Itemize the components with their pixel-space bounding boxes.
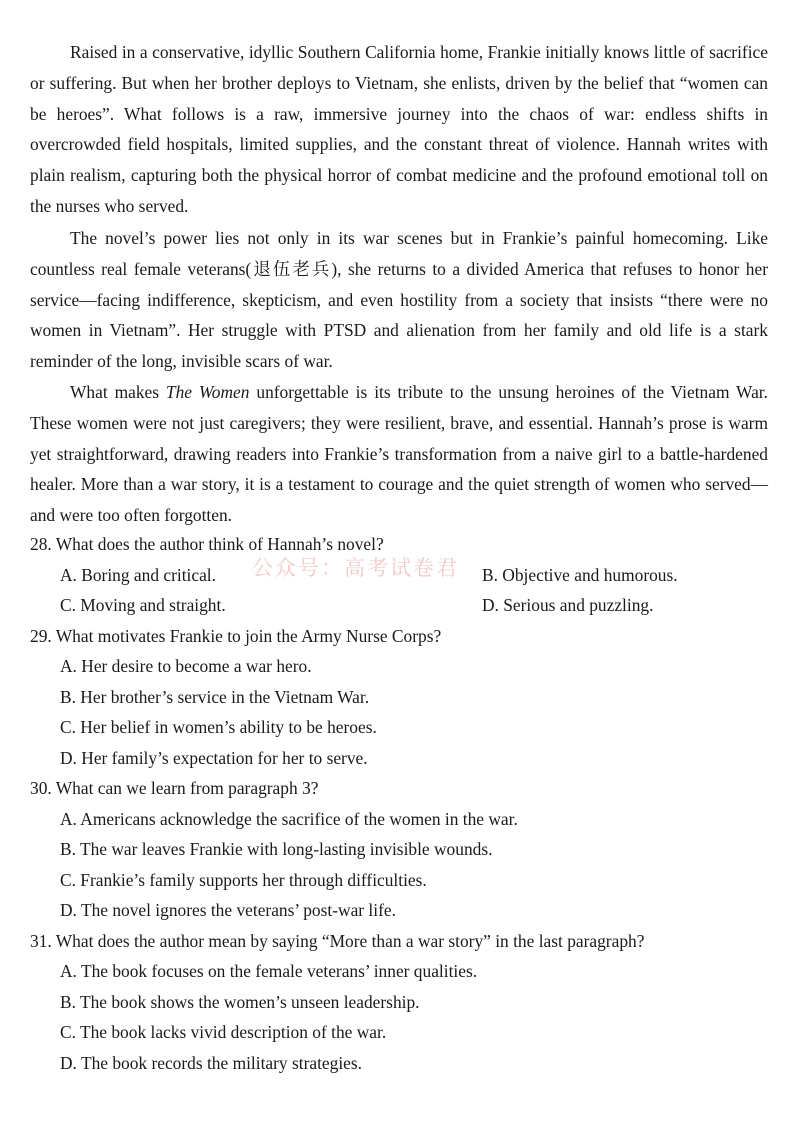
question-31-option-b[interactable]: B. The book shows the women’s unseen leadership.: [60, 992, 420, 1012]
question-29-option-b[interactable]: B. Her brother’s service in the Vietnam War.: [60, 687, 370, 707]
question-28-option-a[interactable]: A. Boring and critical.: [60, 565, 216, 585]
question-31-stem: 31. What does the author mean by saying “More than a war story” in the last paragraph?: [30, 931, 645, 951]
question-29-stem: 29. What motivates Frankie to join the Army Nurse Corps?: [30, 626, 442, 646]
question-29-option-a[interactable]: A. Her desire to become a war hero.: [60, 656, 312, 676]
question-28-option-c[interactable]: C. Moving and straight.: [60, 595, 226, 615]
watermark: 公众号：高考试卷君: [252, 556, 459, 580]
passage-paragraph-1: Raised in a conservative, idyllic Southern California home, Frankie initially knows little of sacrifice or suffering. But when her brother deploys to Vietnam, she enlists, driven by the belief that “women can be heroes”. What follows is a raw, immersive journey into the chaos of war: endless shifts in overcrowded field hospitals, limited supplies, and the constant threat of violence. Hannah writes with plain realism, capturing both the physical horror of combat medicine and the profound emotional toll on the nurses who served.: [30, 42, 768, 216]
question-29-option-d[interactable]: D. Her family’s expectation for her to serve.: [60, 748, 368, 768]
book-title: The Women: [165, 382, 250, 402]
question-30-stem: 30. What can we learn from paragraph 3?: [30, 778, 319, 798]
question-30-option-b[interactable]: B. The war leaves Frankie with long-lasting invisible wounds.: [60, 839, 493, 859]
question-28-option-d[interactable]: D. Serious and puzzling.: [482, 595, 654, 615]
question-30-option-d[interactable]: D. The novel ignores the veterans’ post-war life.: [60, 900, 396, 920]
paragraph-3-rest: unforgettable is its tribute to the unsung heroines of the Vietnam War. These women were not just caregivers; they were resilient, brave, and essential. Hannah’s prose is warm yet straightforward, drawing readers into Frankie’s transformation from a naive girl to a battle-hardened healer. More than a war story, it is a testament to courage and the quiet strength of women who served—and were too often forgotten.: [30, 382, 768, 526]
passage-paragraph-3: [30, 377, 768, 531]
passage-paragraph-2: The novel’s power lies not only in its war scenes but in Frankie’s painful homecoming. Like countless real female veterans(退伍老兵), she returns to a divided America that refuses to honor her service—facing indifference, skepticism, and even hostility from a society that insists “there were no women in Vietnam”. Her struggle with PTSD and alienation from her family and old life is a stark reminder of the long, invisible scars of war.: [30, 228, 768, 372]
question-30-option-a[interactable]: A. Americans acknowledge the sacrifice of the women in the war.: [60, 809, 518, 829]
question-31-option-c[interactable]: C. The book lacks vivid description of the war.: [60, 1022, 387, 1042]
question-28-option-b[interactable]: B. Objective and humorous.: [482, 565, 678, 585]
paragraph-3-start: What makes: [70, 382, 166, 402]
question-28-stem: 28. What does the author think of Hannah’s novel?: [30, 534, 384, 554]
question-31-option-a[interactable]: A. The book focuses on the female veterans’ inner qualities.: [60, 961, 478, 981]
question-31-option-d[interactable]: D. The book records the military strategies.: [60, 1053, 363, 1073]
question-30-option-c[interactable]: C. Frankie’s family supports her through difficulties.: [60, 870, 427, 890]
question-29-option-c[interactable]: C. Her belief in women’s ability to be heroes.: [60, 717, 377, 737]
